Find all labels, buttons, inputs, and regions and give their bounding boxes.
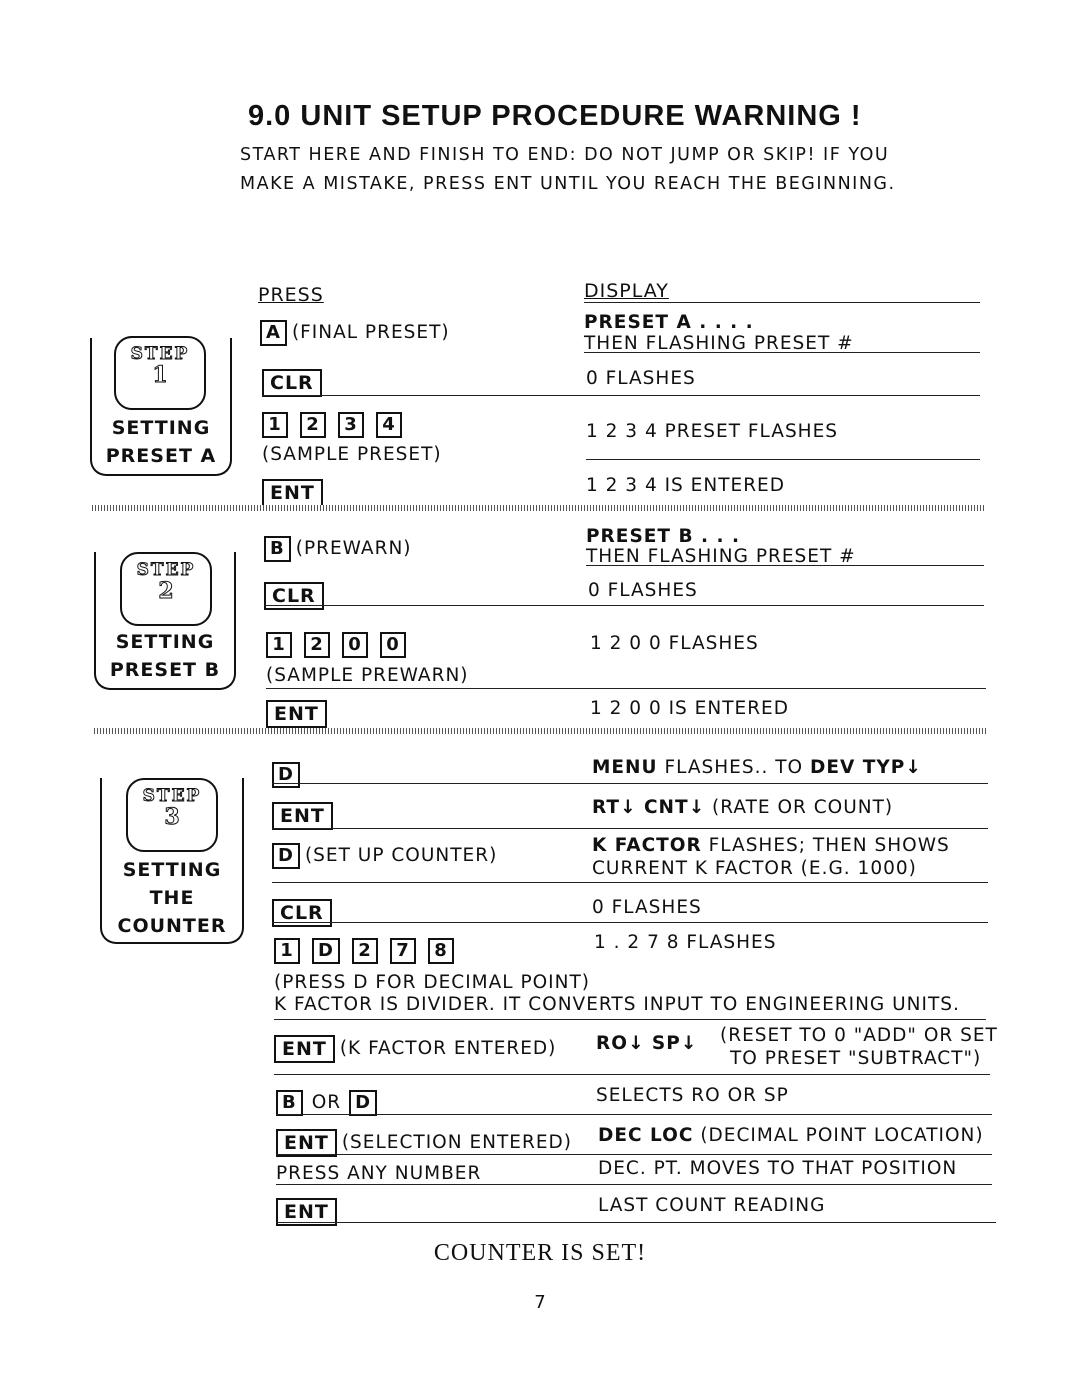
key-1[interactable]: 1 bbox=[262, 412, 288, 438]
display-preset-b: PRESET B . . . bbox=[586, 526, 740, 547]
step-1-number: 1 bbox=[152, 362, 168, 388]
key-7[interactable]: 7 bbox=[390, 938, 416, 964]
key-2-c[interactable]: 2 bbox=[352, 938, 378, 964]
display-current-k-factor: CURRENT K FACTOR (E.G. 1000) bbox=[592, 858, 917, 879]
display-dec-loc: DEC LOC bbox=[598, 1125, 694, 1146]
step-3-word: STEP bbox=[142, 786, 202, 806]
key-4[interactable]: 4 bbox=[376, 412, 402, 438]
rule bbox=[274, 1074, 990, 1075]
display-1200-flashes: 1 2 0 0 FLASHES bbox=[590, 633, 759, 654]
display-then-flashing-1: THEN FLASHING PRESET # bbox=[584, 333, 854, 354]
key-3[interactable]: 3 bbox=[338, 412, 364, 438]
rule bbox=[586, 459, 980, 460]
selection-entered-text: (SELECTION ENTERED) bbox=[341, 1132, 572, 1153]
display-rt-cnt: RT↓ CNT↓ bbox=[592, 797, 706, 818]
step-3-label-2: THE bbox=[149, 887, 195, 909]
rule bbox=[276, 1154, 992, 1155]
press-any-number-text: PRESS ANY NUMBER bbox=[276, 1163, 482, 1184]
key-a[interactable]: A bbox=[260, 320, 287, 346]
display-to-preset: TO PRESET "SUBTRACT") bbox=[730, 1048, 982, 1069]
step-2-label-1: SETTING bbox=[115, 631, 215, 653]
display-ro-sp: RO↓ SP↓ bbox=[596, 1033, 698, 1054]
rule bbox=[584, 352, 980, 353]
prewarn-text: (PREWARN) bbox=[295, 538, 412, 559]
display-k-factor-rest: FLASHES; THEN SHOWS bbox=[701, 835, 950, 856]
key-ent-5[interactable]: ENT bbox=[276, 1129, 337, 1157]
display-0-flashes-3: 0 FLASHES bbox=[592, 897, 702, 918]
key-b-2[interactable]: B bbox=[276, 1090, 303, 1116]
step-3-label-3: COUNTER bbox=[117, 915, 227, 937]
header-rule bbox=[584, 302, 980, 303]
key-1-c[interactable]: 1 bbox=[274, 938, 300, 964]
rule bbox=[262, 395, 980, 396]
rule bbox=[266, 688, 986, 689]
display-1278-flashes: 1 . 2 7 8 FLASHES bbox=[594, 932, 777, 953]
key-clr-3[interactable]: CLR bbox=[272, 899, 332, 927]
press-d-decimal-text: (PRESS D FOR DECIMAL POINT) bbox=[274, 972, 590, 993]
display-dec-pt-moves: DEC. PT. MOVES TO THAT POSITION bbox=[598, 1158, 958, 1179]
key-0-b[interactable]: 0 bbox=[380, 632, 406, 658]
rule bbox=[276, 1222, 996, 1223]
key-2-b[interactable]: 2 bbox=[304, 632, 330, 658]
display-header: DISPLAY bbox=[584, 280, 669, 302]
k-factor-divider-text: K FACTOR IS DIVIDER. IT CONVERTS INPUT TO ENGINEERING UNITS. bbox=[274, 994, 960, 1015]
key-clr-2[interactable]: CLR bbox=[264, 582, 324, 610]
step-2-label-2: PRESET B bbox=[109, 659, 221, 681]
step-2-number: 2 bbox=[158, 578, 174, 604]
intro-line-1: START HERE AND FINISH TO END: DO NOT JUMP OR SKIP! IF YOU bbox=[240, 145, 890, 165]
rule bbox=[586, 565, 984, 566]
key-ent-6[interactable]: ENT bbox=[276, 1198, 337, 1226]
key-ent-3[interactable]: ENT bbox=[272, 802, 333, 830]
key-1-b[interactable]: 1 bbox=[266, 632, 292, 658]
rule bbox=[276, 1114, 992, 1115]
page-title: 9.0 UNIT SETUP PROCEDURE WARNING ! bbox=[248, 100, 862, 132]
rule bbox=[272, 922, 988, 923]
rule bbox=[264, 605, 984, 606]
page-number: 7 bbox=[534, 1292, 546, 1313]
display-1200-entered: 1 2 0 0 IS ENTERED bbox=[590, 698, 789, 719]
sample-preset-text: (SAMPLE PRESET) bbox=[262, 444, 442, 465]
display-dev-typ: DEV TYP↓ bbox=[809, 757, 922, 778]
step-1-label-2: PRESET A bbox=[105, 445, 217, 467]
rule bbox=[272, 882, 988, 883]
display-preset-a: PRESET A . . . . bbox=[584, 312, 754, 333]
key-ent-4[interactable]: ENT bbox=[274, 1035, 335, 1063]
step-3-label-1: SETTING bbox=[122, 859, 222, 881]
final-preset-text: (FINAL PRESET) bbox=[291, 322, 450, 343]
key-d-2[interactable]: D bbox=[272, 843, 300, 869]
display-reset-to: (RESET TO 0 "ADD" OR SET bbox=[720, 1025, 998, 1046]
step-1-badge bbox=[114, 336, 206, 410]
key-2[interactable]: 2 bbox=[300, 412, 326, 438]
step-1-label-1: SETTING bbox=[111, 417, 211, 439]
key-b[interactable]: B bbox=[264, 536, 291, 562]
rule bbox=[276, 1184, 992, 1185]
step-2-badge bbox=[120, 552, 212, 626]
k-factor-entered-text: (K FACTOR ENTERED) bbox=[339, 1038, 557, 1059]
step-3-badge bbox=[126, 778, 218, 852]
press-header: PRESS bbox=[258, 284, 324, 306]
display-then-flashing-2: THEN FLASHING PRESET # bbox=[586, 546, 856, 567]
key-ent[interactable]: ENT bbox=[262, 479, 323, 507]
display-menu: MENU bbox=[592, 757, 658, 778]
key-ent-2[interactable]: ENT bbox=[266, 700, 327, 728]
counter-is-set: COUNTER IS SET! bbox=[433, 1240, 647, 1266]
rule bbox=[272, 783, 988, 784]
key-8[interactable]: 8 bbox=[428, 938, 454, 964]
key-d[interactable]: D bbox=[272, 762, 300, 788]
rule bbox=[272, 828, 988, 829]
step-1-word: STEP bbox=[130, 344, 190, 364]
key-d-4[interactable]: D bbox=[349, 1090, 377, 1116]
or-text: OR bbox=[311, 1092, 342, 1113]
display-dec-loc-rest: (DECIMAL POINT LOCATION) bbox=[700, 1125, 984, 1146]
step-3-number: 3 bbox=[164, 804, 180, 830]
display-rate-or-count: (RATE OR COUNT) bbox=[712, 797, 894, 818]
key-d-3[interactable]: D bbox=[312, 938, 340, 964]
rule bbox=[274, 1019, 986, 1020]
display-menu-rest: FLASHES.. TO bbox=[664, 757, 804, 778]
display-last-count: LAST COUNT READING bbox=[598, 1195, 826, 1216]
display-1234-entered: 1 2 3 4 IS ENTERED bbox=[586, 475, 785, 496]
key-clr[interactable]: CLR bbox=[262, 369, 322, 397]
section-divider-1 bbox=[92, 505, 984, 511]
display-0-flashes-2: 0 FLASHES bbox=[588, 580, 698, 601]
display-selects-ro-sp: SELECTS RO OR SP bbox=[596, 1085, 789, 1106]
step-2-word: STEP bbox=[136, 560, 196, 580]
intro-line-2: MAKE A MISTAKE, PRESS ENT UNTIL YOU REACH THE BEGINNING. bbox=[240, 174, 896, 194]
key-0-a[interactable]: 0 bbox=[342, 632, 368, 658]
display-k-factor: K FACTOR bbox=[592, 835, 702, 856]
display-1234-flashes: 1 2 3 4 PRESET FLASHES bbox=[586, 421, 839, 442]
set-up-counter-text: (SET UP COUNTER) bbox=[304, 845, 498, 866]
section-divider-2 bbox=[94, 728, 988, 734]
display-0-flashes-1: 0 FLASHES bbox=[586, 368, 696, 389]
sample-prewarn-text: (SAMPLE PREWARN) bbox=[266, 665, 469, 686]
